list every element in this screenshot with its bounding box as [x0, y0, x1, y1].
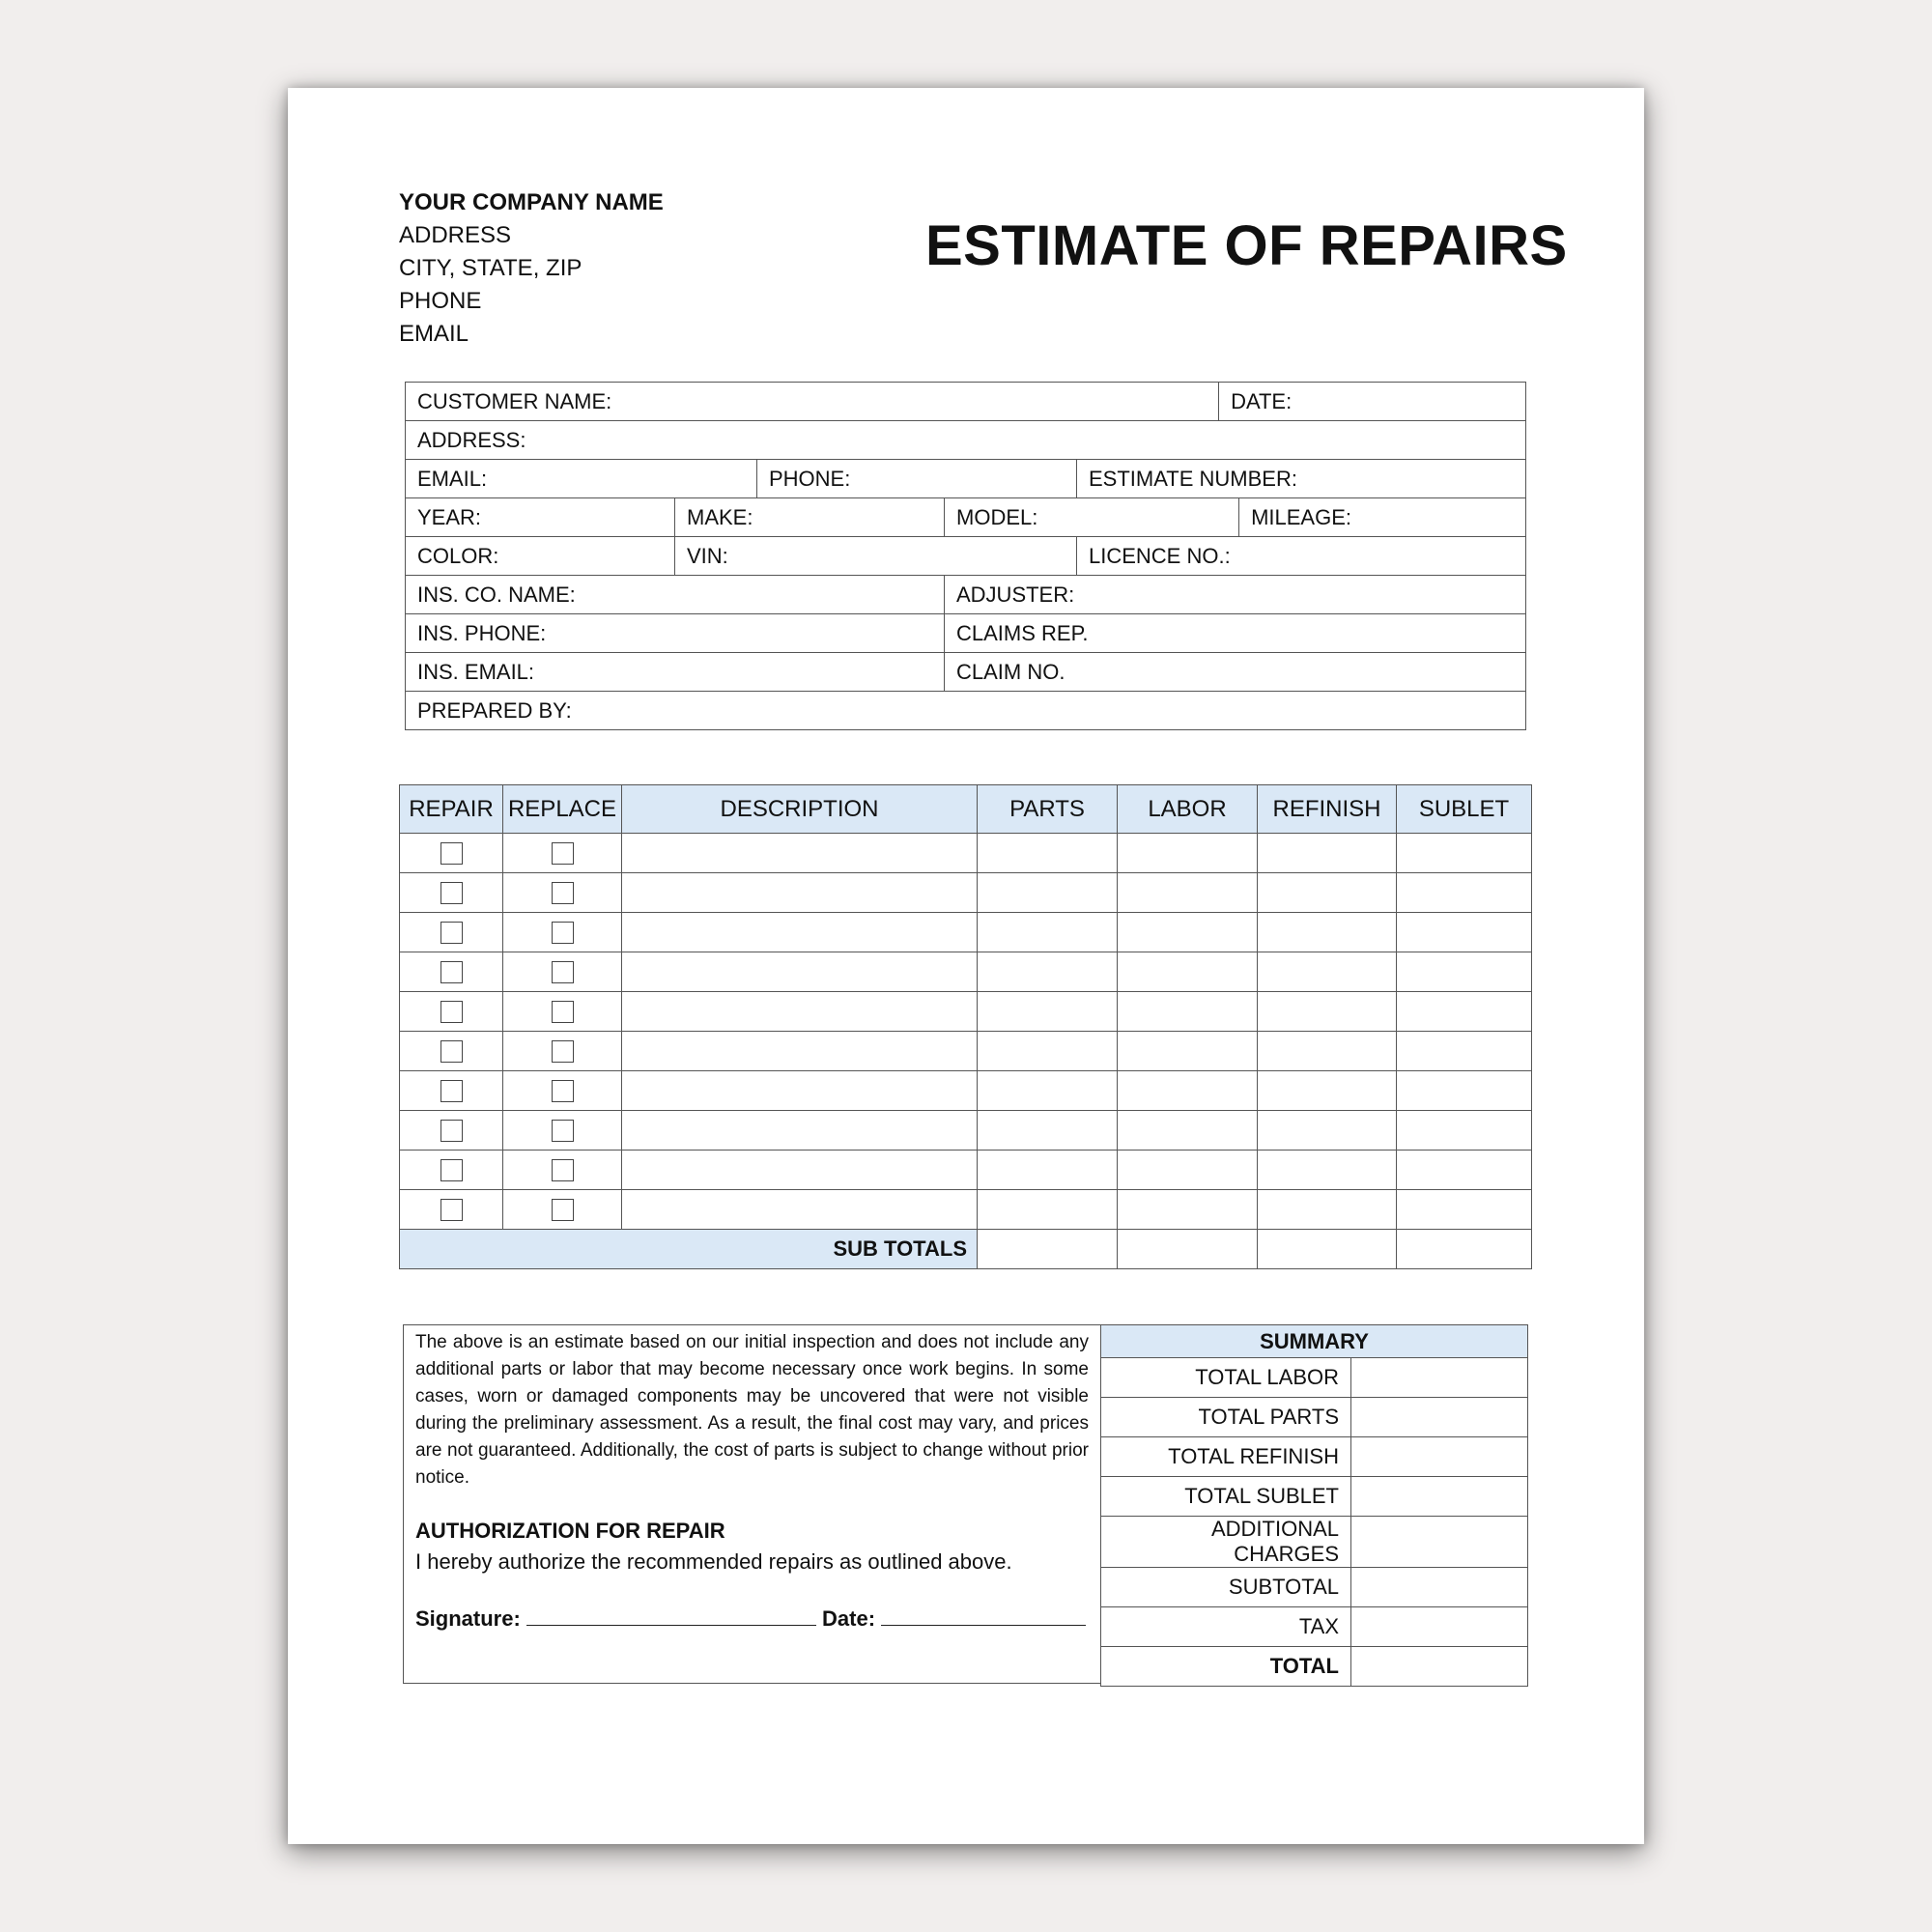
signature-date-label: Date: [822, 1606, 876, 1631]
repair-cell[interactable] [400, 1111, 503, 1151]
repair-cell[interactable] [400, 873, 503, 913]
subtotals-row [400, 1230, 1532, 1269]
replace-checkbox[interactable] [552, 882, 574, 904]
summary-heading: SUMMARY [1101, 1325, 1528, 1358]
sublet-cell[interactable] [1397, 1111, 1532, 1151]
replace-checkbox[interactable] [552, 961, 574, 983]
summary-row-value[interactable] [1351, 1437, 1528, 1477]
summary-row-value[interactable] [1351, 1398, 1528, 1437]
company-city-state-zip: CITY, STATE, ZIP [399, 255, 582, 281]
column-header-labor: LABOR [1118, 785, 1258, 834]
description-cell[interactable] [622, 873, 978, 913]
sublet-cell[interactable] [1397, 834, 1532, 873]
column-header-refinish: REFINISH [1258, 785, 1397, 834]
summary-row [1101, 1607, 1528, 1647]
parts-cell[interactable] [978, 1032, 1118, 1071]
sublet-cell[interactable] [1397, 1190, 1532, 1230]
description-cell[interactable] [622, 1151, 978, 1190]
prepared-by-field[interactable]: PREPARED BY: [406, 692, 1526, 730]
customer-address-field[interactable]: ADDRESS: [406, 421, 1526, 460]
company-phone: PHONE [399, 288, 482, 314]
repair-row [400, 834, 1532, 873]
repair-checkbox[interactable] [440, 1120, 463, 1142]
ins-email-field[interactable]: INS. EMAIL: [406, 653, 945, 692]
labor-cell[interactable] [1118, 1151, 1258, 1190]
sublet-cell[interactable] [1397, 913, 1532, 952]
customer-email-field[interactable]: EMAIL: [406, 460, 757, 498]
repair-cell[interactable] [400, 1032, 503, 1071]
replace-checkbox[interactable] [552, 1080, 574, 1102]
parts-cell[interactable] [978, 834, 1118, 873]
repair-checkbox[interactable] [440, 961, 463, 983]
repair-row [400, 1190, 1532, 1230]
labor-cell[interactable] [1118, 834, 1258, 873]
description-cell[interactable] [622, 952, 978, 992]
description-cell[interactable] [622, 1032, 978, 1071]
color-field[interactable]: COLOR: [406, 537, 675, 576]
authorization-text: I hereby authorize the recommended repairs as outlined above. [415, 1549, 1012, 1574]
repair-checkbox[interactable] [440, 842, 463, 865]
estimate-form-page [288, 88, 1644, 1844]
summary-row-value[interactable] [1351, 1477, 1528, 1517]
repair-checkbox[interactable] [440, 1199, 463, 1221]
sublet-cell[interactable] [1397, 992, 1532, 1032]
labor-subtotal-cell[interactable] [1118, 1230, 1258, 1269]
summary-row-value[interactable] [1351, 1358, 1528, 1398]
column-header-repair: REPAIR [400, 785, 503, 834]
repair-cell[interactable] [400, 1151, 503, 1190]
summary-table [1100, 1324, 1528, 1687]
parts-cell[interactable] [978, 1151, 1118, 1190]
company-address: ADDRESS [399, 222, 512, 248]
signature-label: Signature: [415, 1606, 521, 1631]
description-cell[interactable] [622, 992, 978, 1032]
licence-no-field[interactable]: LICENCE NO.: [1077, 537, 1526, 576]
customer-phone-field[interactable]: PHONE: [757, 460, 1077, 498]
signature-field[interactable] [526, 1605, 816, 1626]
replace-cell[interactable] [503, 913, 622, 952]
summary-total-label: TOTAL [1101, 1647, 1351, 1687]
repair-cell[interactable] [400, 913, 503, 952]
replace-cell[interactable] [503, 1111, 622, 1151]
replace-checkbox[interactable] [552, 1040, 574, 1063]
repair-items-table [399, 784, 1532, 1269]
ins-phone-field[interactable]: INS. PHONE: [406, 614, 945, 653]
repair-cell[interactable] [400, 1190, 503, 1230]
labor-cell[interactable] [1118, 913, 1258, 952]
repair-cell[interactable] [400, 992, 503, 1032]
column-header-replace: REPLACE [503, 785, 622, 834]
company-name: YOUR COMPANY NAME [399, 189, 664, 215]
labor-cell[interactable] [1118, 1071, 1258, 1111]
model-field[interactable]: MODEL: [945, 498, 1239, 537]
summary-row-label: TOTAL PARTS [1101, 1398, 1351, 1437]
description-cell[interactable] [622, 1071, 978, 1111]
sublet-cell[interactable] [1397, 952, 1532, 992]
replace-cell[interactable] [503, 1071, 622, 1111]
refinish-cell[interactable] [1258, 1032, 1397, 1071]
company-block [399, 186, 664, 351]
repair-checkbox[interactable] [440, 1040, 463, 1063]
replace-cell[interactable] [503, 1032, 622, 1071]
summary-row-label: TOTAL REFINISH [1101, 1437, 1351, 1477]
ins-co-name-field[interactable]: INS. CO. NAME: [406, 576, 945, 614]
repair-table-header [400, 785, 1532, 834]
summary-row-value[interactable] [1351, 1607, 1528, 1647]
repair-cell[interactable] [400, 834, 503, 873]
labor-cell[interactable] [1118, 1111, 1258, 1151]
repair-cell[interactable] [400, 952, 503, 992]
column-header-description: DESCRIPTION [622, 785, 978, 834]
replace-checkbox[interactable] [552, 922, 574, 944]
repair-row [400, 1151, 1532, 1190]
labor-cell[interactable] [1118, 873, 1258, 913]
repair-row [400, 1111, 1532, 1151]
replace-checkbox[interactable] [552, 1120, 574, 1142]
repair-cell[interactable] [400, 1071, 503, 1111]
replace-cell[interactable] [503, 1190, 622, 1230]
summary-row-label: TAX [1101, 1607, 1351, 1647]
replace-checkbox[interactable] [552, 1159, 574, 1181]
parts-cell[interactable] [978, 992, 1118, 1032]
subtotals-label: SUB TOTALS [400, 1230, 978, 1269]
sublet-cell[interactable] [1397, 1071, 1532, 1111]
refinish-cell[interactable] [1258, 1190, 1397, 1230]
description-cell[interactable] [622, 913, 978, 952]
refinish-cell[interactable] [1258, 952, 1397, 992]
adjuster-field[interactable]: ADJUSTER: [945, 576, 1526, 614]
sublet-subtotal-cell[interactable] [1397, 1230, 1532, 1269]
terms-and-authorization [403, 1324, 1100, 1684]
sublet-cell[interactable] [1397, 1032, 1532, 1071]
refinish-cell[interactable] [1258, 873, 1397, 913]
parts-cell[interactable] [978, 1071, 1118, 1111]
repair-checkbox[interactable] [440, 1159, 463, 1181]
summary-total-value[interactable] [1351, 1647, 1528, 1687]
sublet-cell[interactable] [1397, 873, 1532, 913]
summary-row-label: SUBTOTAL [1101, 1568, 1351, 1607]
repair-checkbox[interactable] [440, 882, 463, 904]
vin-field[interactable]: VIN: [675, 537, 1077, 576]
replace-cell[interactable] [503, 834, 622, 873]
repair-checkbox[interactable] [440, 1001, 463, 1023]
parts-cell[interactable] [978, 952, 1118, 992]
parts-cell[interactable] [978, 1111, 1118, 1151]
refinish-cell[interactable] [1258, 913, 1397, 952]
summary-row-label: ADDITIONAL CHARGES [1101, 1517, 1351, 1568]
labor-cell[interactable] [1118, 992, 1258, 1032]
signature-date-field[interactable] [881, 1605, 1086, 1626]
date-field[interactable]: DATE: [1219, 383, 1526, 421]
summary-row-value[interactable] [1351, 1568, 1528, 1607]
summary-row [1101, 1398, 1528, 1437]
replace-checkbox[interactable] [552, 1199, 574, 1221]
repair-checkbox[interactable] [440, 922, 463, 944]
page-title: ESTIMATE OF REPAIRS [925, 214, 1568, 277]
repair-row [400, 1071, 1532, 1111]
refinish-cell[interactable] [1258, 1111, 1397, 1151]
replace-cell[interactable] [503, 873, 622, 913]
description-cell[interactable] [622, 834, 978, 873]
repair-row [400, 913, 1532, 952]
replace-checkbox[interactable] [552, 1001, 574, 1023]
claim-no-field[interactable]: CLAIM NO. [945, 653, 1526, 692]
summary-row-label: TOTAL SUBLET [1101, 1477, 1351, 1517]
signature-line [415, 1605, 1089, 1632]
repair-row [400, 952, 1532, 992]
column-header-parts: PARTS [978, 785, 1118, 834]
description-cell[interactable] [622, 1190, 978, 1230]
description-cell[interactable] [622, 1111, 978, 1151]
claims-rep-field[interactable]: CLAIMS REP. [945, 614, 1526, 653]
summary-row [1101, 1358, 1528, 1398]
authorization-heading: AUTHORIZATION FOR REPAIR [415, 1519, 725, 1543]
sublet-cell[interactable] [1397, 1151, 1532, 1190]
refinish-cell[interactable] [1258, 834, 1397, 873]
labor-cell[interactable] [1118, 952, 1258, 992]
column-header-sublet: SUBLET [1397, 785, 1532, 834]
refinish-cell[interactable] [1258, 992, 1397, 1032]
repair-row [400, 873, 1532, 913]
replace-cell[interactable] [503, 1151, 622, 1190]
repair-checkbox[interactable] [440, 1080, 463, 1102]
make-field[interactable]: MAKE: [675, 498, 945, 537]
refinish-subtotal-cell[interactable] [1258, 1230, 1397, 1269]
parts-subtotal-cell[interactable] [978, 1230, 1118, 1269]
refinish-cell[interactable] [1258, 1151, 1397, 1190]
year-field[interactable]: YEAR: [406, 498, 675, 537]
summary-row-value[interactable] [1351, 1517, 1528, 1568]
replace-checkbox[interactable] [552, 842, 574, 865]
customer-name-field[interactable]: CUSTOMER NAME: [406, 383, 1219, 421]
summary-row [1101, 1517, 1528, 1568]
repair-row [400, 992, 1532, 1032]
parts-cell[interactable] [978, 873, 1118, 913]
parts-cell[interactable] [978, 1190, 1118, 1230]
summary-row [1101, 1568, 1528, 1607]
repair-row [400, 1032, 1532, 1071]
company-email: EMAIL [399, 321, 469, 347]
summary-row [1101, 1437, 1528, 1477]
estimate-disclaimer: The above is an estimate based on our initial inspection and does not include any additional parts or labor that may become necessary once work begins. In some cases, worn or damaged components may be uncovered that were not visible during the preliminary assessment. As a result, the final cost may vary, and prices are not guaranteed. Additionally, the cost of parts is subject to change without prior notice. [415, 1332, 1089, 1488]
mileage-field[interactable]: MILEAGE: [1239, 498, 1526, 537]
summary-row-label: TOTAL LABOR [1101, 1358, 1351, 1398]
estimate-number-field[interactable]: ESTIMATE NUMBER: [1077, 460, 1526, 498]
replace-cell[interactable] [503, 952, 622, 992]
summary-row [1101, 1477, 1528, 1517]
summary-total-row [1101, 1647, 1528, 1687]
refinish-cell[interactable] [1258, 1071, 1397, 1111]
customer-info-table [405, 382, 1526, 730]
replace-cell[interactable] [503, 992, 622, 1032]
parts-cell[interactable] [978, 913, 1118, 952]
labor-cell[interactable] [1118, 1190, 1258, 1230]
labor-cell[interactable] [1118, 1032, 1258, 1071]
